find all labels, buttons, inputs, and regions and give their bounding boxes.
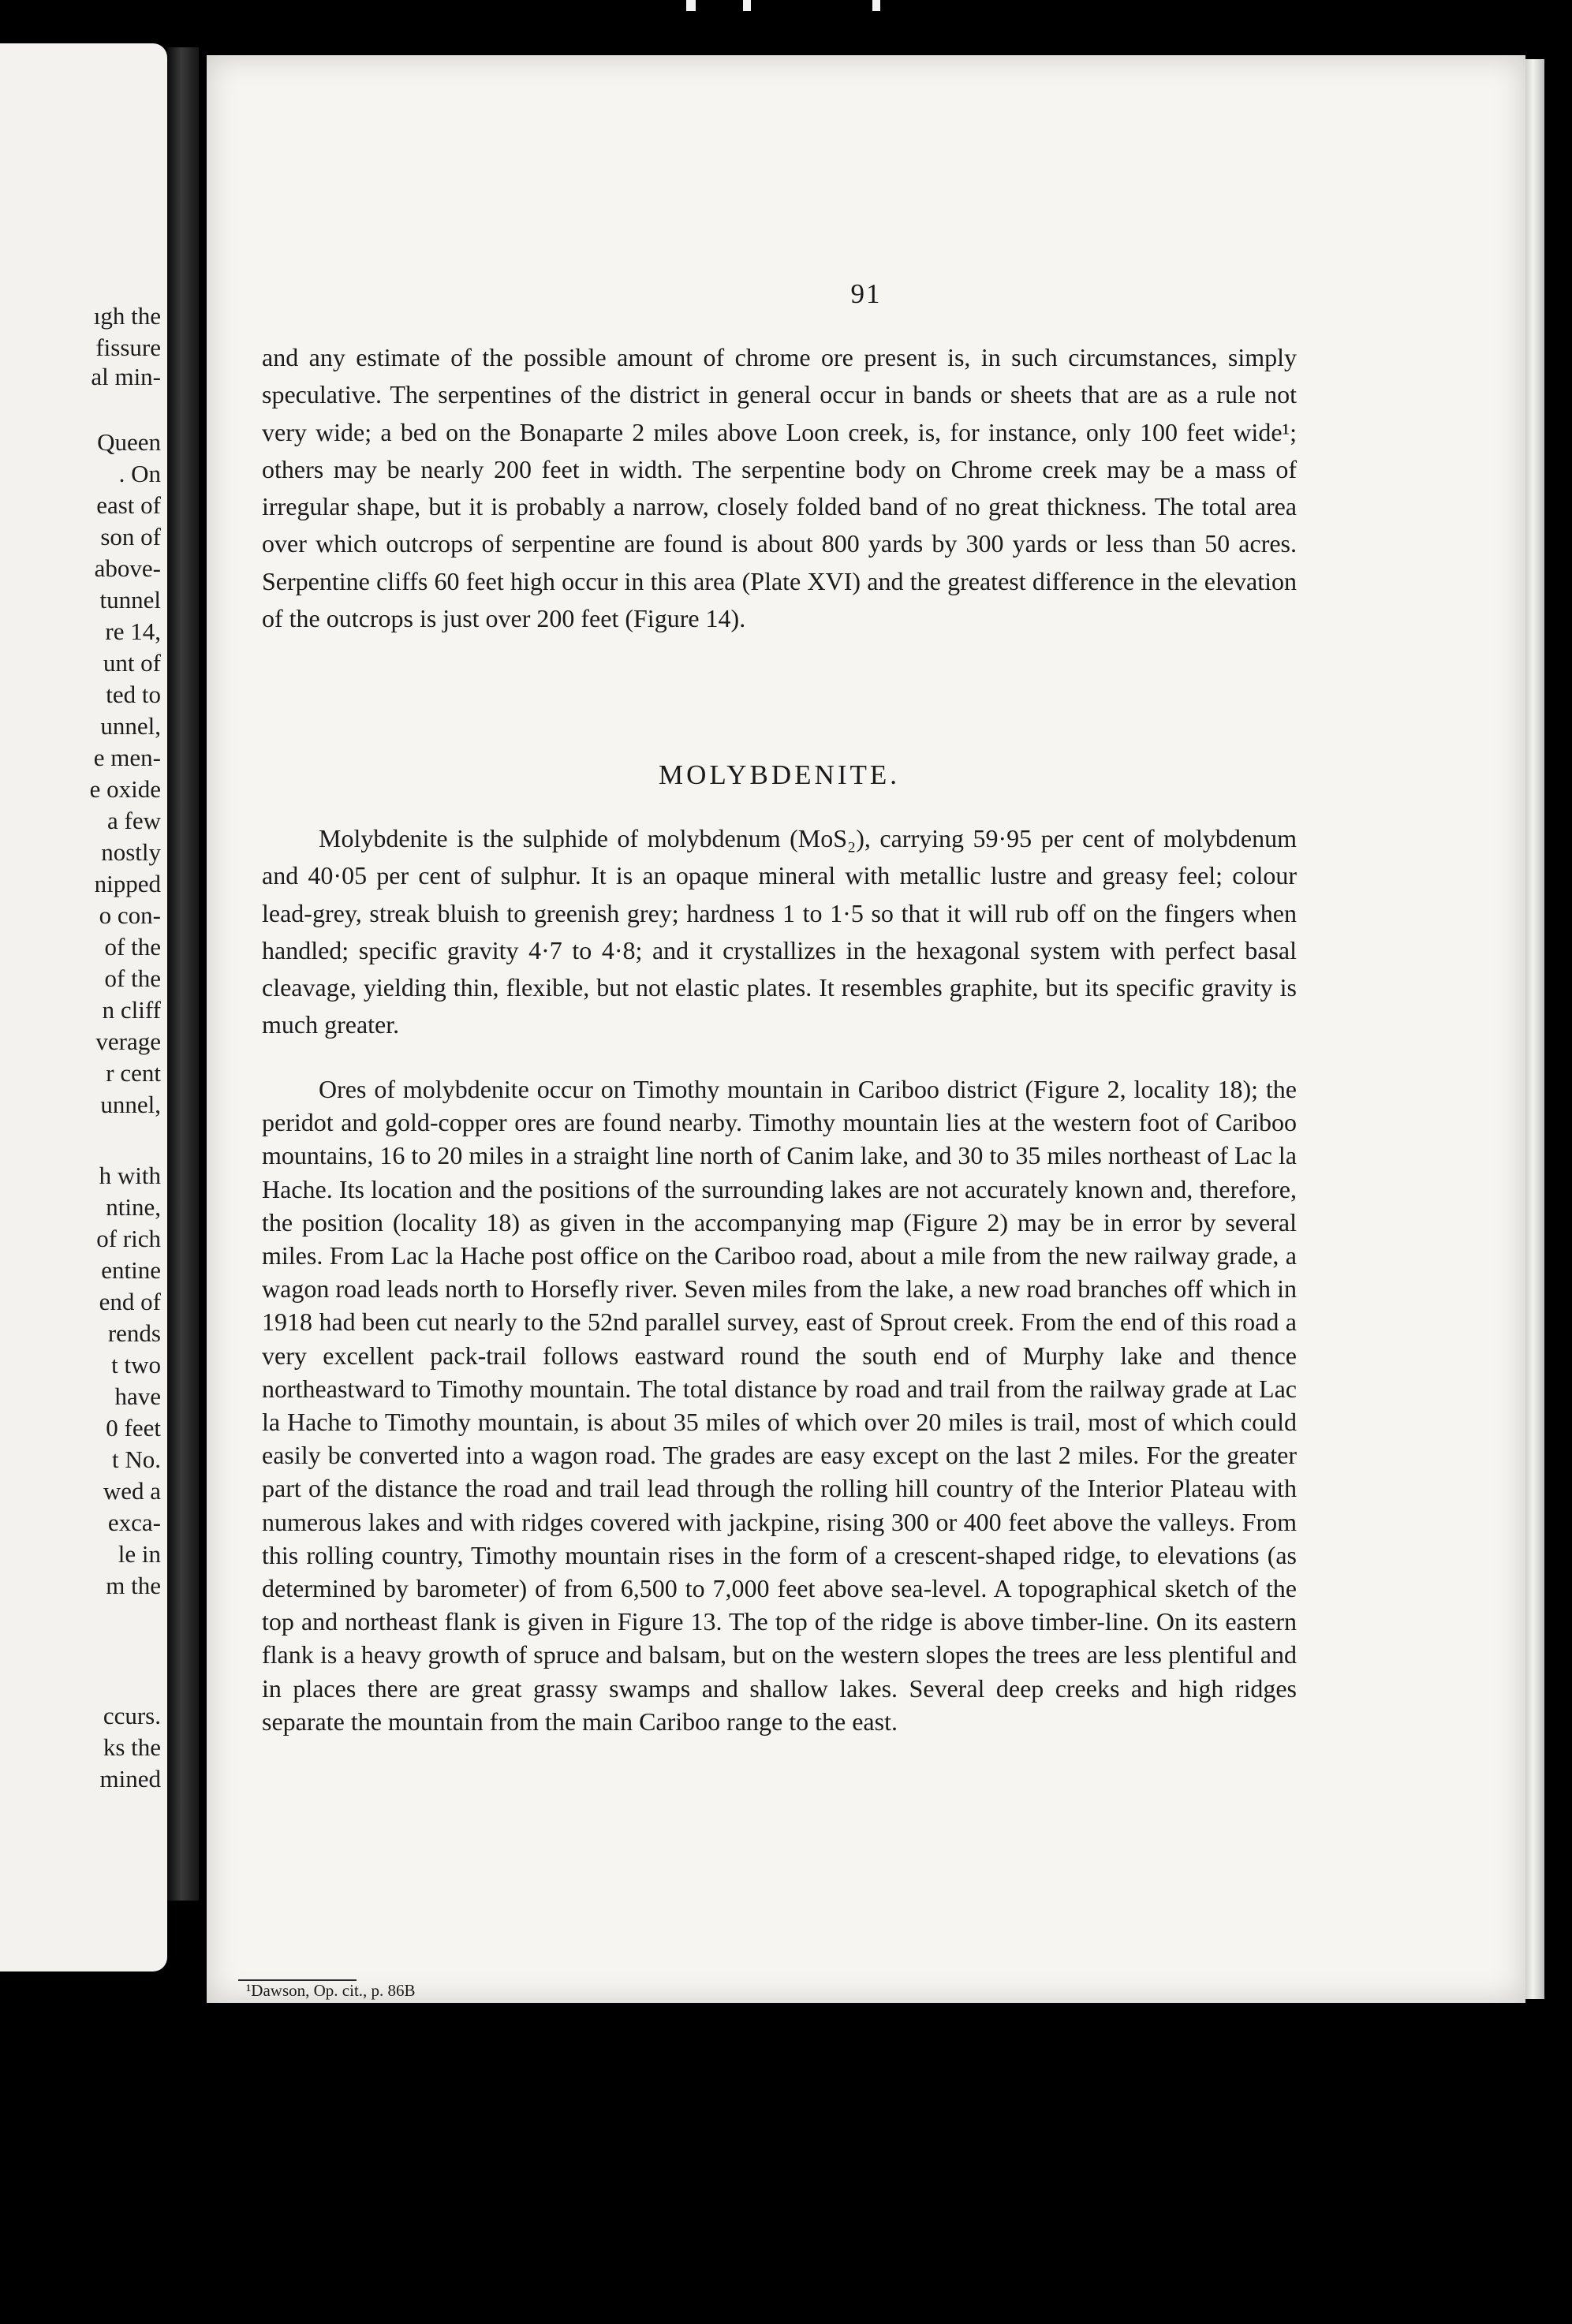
left-page-line-fragment: fissure	[95, 334, 161, 361]
left-page-line-fragment: above-	[94, 554, 161, 582]
left-page-line-fragment: ıgh the	[93, 302, 161, 330]
left-page-line-fragment: al min-	[91, 363, 161, 390]
left-page-line-fragment: mined	[99, 1765, 161, 1792]
left-page-line-fragment: m the	[106, 1572, 161, 1599]
paragraph-chrome-ore: and any estimate of the possible amount of chrome ore present is, in such circumstances, simply speculative. The serpentines of the district in general occur in bands or sheets that are as a rule not very wide; a bed on the Bonaparte 2 miles above Loon creek, is, for instance, only 100 feet wide¹; others may be nearly 200 feet in width. The serpentine body on Chrome creek may be a mass of irregular shape, but it is probably a narrow, closely folded band of no great thickness. The total area over which outcrops of serpentine are found is about 800 yards by 300 yards or less than 50 acres. Serpentine cliffs 60 feet high occur in this area (Plate XVI) and the greatest difference in the elevation of the outcrops is just over 200 feet (Figure 14).	[262, 343, 1297, 633]
left-page-line-fragment: unnel,	[100, 1091, 161, 1118]
left-page-line-fragment: 0 feet	[106, 1414, 161, 1442]
left-page-line-fragment: a few	[107, 807, 161, 834]
left-page-line-fragment: o con-	[99, 901, 161, 929]
left-page-line-fragment: exca-	[107, 1509, 161, 1536]
left-page-line-fragment: east of	[96, 491, 161, 519]
section-heading-molybdenite: MOLYBDENITE.	[659, 759, 900, 790]
left-page-line-fragment: of rich	[96, 1225, 161, 1252]
left-page-line-fragment: unnel,	[100, 712, 161, 740]
left-page-line-fragment: nipped	[94, 870, 161, 897]
left-page-line-fragment: rends	[107, 1319, 161, 1347]
book-gutter	[167, 47, 199, 1901]
left-page-line-fragment: tunnel	[99, 586, 161, 614]
left-page-line-fragment: h with	[99, 1162, 161, 1189]
left-page-line-fragment: verage	[95, 1028, 161, 1055]
page-stack-edge	[1525, 59, 1544, 1999]
left-page-line-fragment: r cent	[106, 1059, 161, 1087]
page-number: 91	[850, 278, 882, 309]
left-page-line-fragment: re 14,	[105, 617, 161, 645]
paragraph-molybdenite-description: Molybdenite is the sulphide of molybdenum (MoS₂), carrying 59·95 per cent of molybdenum and 40·05 per cent of sulphur. It is an opaque mineral with metallic lustre and greasy feel; colour lead-grey, streak bluish to greenish grey; hardness 1 to 1·5 so that it will rub off on the fingers when handled; specific gravity 4·7 to 4·8; and it crystallizes in the hexagonal system with perfect basal cleavage, yielding thin, flexible, but not elastic plates. It resembles graphite, but its specific gravity is much greater.	[262, 824, 1297, 1039]
left-page-line-fragment: ccurs.	[103, 1702, 161, 1729]
left-page-line-fragment: ks the	[103, 1733, 161, 1761]
left-page-line-fragment: entine	[101, 1256, 161, 1284]
left-page-line-fragment: unt of	[103, 649, 161, 677]
left-page-line-fragment: le in	[118, 1540, 161, 1568]
left-page-line-fragment: wed a	[103, 1477, 161, 1505]
left-page-line-fragment: end of	[99, 1288, 161, 1315]
left-page-line-fragment: n cliff	[102, 996, 161, 1024]
main-page	[207, 55, 1525, 2003]
left-page-line-fragment: t No.	[112, 1446, 161, 1473]
left-page-line-fragment: e men-	[93, 744, 161, 771]
left-page-line-fragment: son of	[100, 523, 161, 550]
left-page-line-fragment: e oxide	[89, 775, 161, 803]
left-page-line-fragment: . On	[118, 460, 161, 487]
left-page-line-fragment: t two	[111, 1351, 161, 1378]
paragraph-timothy-mountain: Ores of molybdenite occur on Timothy mountain in Cariboo district (Figure 2, locality 18); the peridot and gold-copper ores are found nearby. Timothy mountain lies at the western foot of Cariboo mountains, 16 to 20 miles in a straight line north of Canim lake, and 30 to 35 miles northeast of Lac la Hache. Its location and the positions of the surrounding lakes are not accurately known and, therefore, the position (locality 18) as given in the accompanying map (Figure 2) may be in error by several miles. From Lac la Hache post office on the Cariboo road, about a mile from the new railway grade, a wagon road leads north to Horsefly river. Seven miles from the lake, a new road branches off which in 1918 had been cut nearly to the 52nd parallel survey, east of Sprout creek. From the end of this road a very excellent pack-trail follows eastward round the south end of Murphy lake and thence northeastward to Timothy mountain. The total distance by road and trail from the railway grade at Lac la Hache to Timothy mountain, is about 35 miles of which over 20 miles is trail, most of which could easily be converted into a wagon road. The grades are easy except on the last 2 miles. For the greater part of the distance the road and trail lead through the rolling hill country of the Interior Plateau with numerous lakes and with ridges covered with jackpine, rising 300 or 400 feet above the valleys. From this rolling country, Timothy mountain rises in the form of a crescent-shaped ridge, to elevations (as determined by barometer) of from 6,500 to 7,000 feet above sea-level. A topographical sketch of the top and northeast flank is given in Figure 13. The top of the ridge is above timber-line. On its eastern flank is a heavy growth of spruce and balsam, but on the western slopes the trees are less plentiful and in places there are great grassy swamps and shallow lakes. Several deep creeks and high ridges separate the mountain from the main Cariboo range to the east.	[262, 1075, 1297, 1736]
left-page-line-fragment: nostly	[101, 838, 161, 866]
left-page-fragment	[0, 43, 167, 1971]
left-page-line-fragment: ted to	[106, 681, 161, 708]
left-page-line-fragment: have	[114, 1382, 161, 1410]
left-page-line-fragment: of the	[104, 964, 161, 992]
top-edge-marks	[686, 0, 891, 14]
footnote: ¹Dawson, Op. cit., p. 86B	[246, 1981, 416, 2000]
left-page-line-fragment: ntine,	[106, 1193, 161, 1221]
left-page-line-fragment: Queen	[97, 428, 161, 456]
left-page-line-fragment: of the	[104, 933, 161, 961]
